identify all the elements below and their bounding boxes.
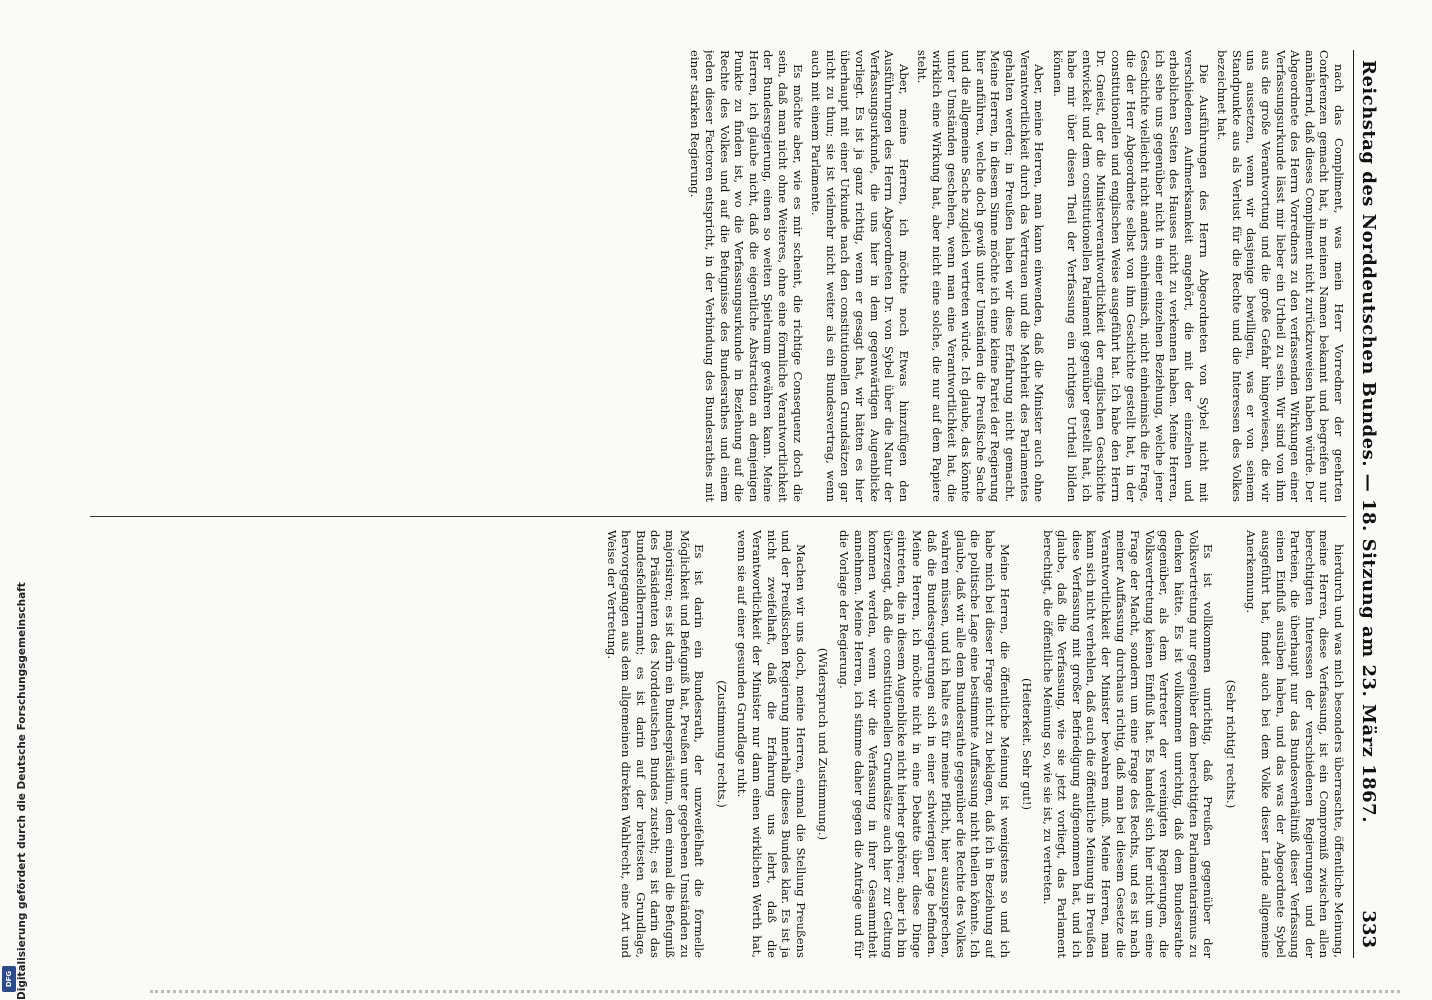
page-header [1353,50,1384,958]
paragraph: Es möchte aber, wie es mir scheint, die richtige Consequenz doch die sein, daß man nicht ohne Weiteres, ohne eine förmliche Verantwortlichkeit der Bundesregierung, einen so weiten Spielraum gewähren kann. Meine Herren, ich glaube nicht, daß die eigentliche Abstraction an demjenigen Punkte zu finden ist, wo die Verfassungsurkunde in Beziehung auf die Rechte des Volkes und auf die Befugnisse des Bundesrathes und einem jeden dieser Factoren entspricht, in der Verbindung des Bundesrathes mit einer starken Regierung. [688,50,805,502]
page-number: 333 [1358,910,1379,948]
paragraph: Aber, meine Herren, man kann einwenden, daß die Minister auch ohne Verantwortlichkeit durch das Vertrauen und die Mehrheit des Parlamentes gehalten werden; in Preußen haben wir diese Erfahrung nicht gemacht. Meine Herren, in diesem Sinne möchte ich eine kleine Partei der Regierung hier anführen, welche doch gewiß unter Umständen die Preußische Sache und die allgemeine Sache zugleich vertreten würde. Ich glaube, das könnte unter Umständen geschehen, wenn man eine Verantwortlichkeit hat, die wirklich eine Wirkung hat, aber nicht eine solche, die nur auf dem Papiere steht. [915,50,1047,502]
interjection: (Zustimmung rechts.) [714,680,729,808]
paragraph: Meine Herren, die öffentliche Meinung ist wenigstens so und ich habe mich bei dieser Frage nicht zu beklagen, daß ich in Beziehung auf die politische Lage eine bestimmte Auffassung nicht theilen könnte. Ich glaube, daß wir alle dem Bundesrathe gegenüber die Rechte des Volkes wahren müssen, und ich halte es für meine Pflicht, hier auszusprechen, daß die Bundesregierungen sich in einer schwierigen Lage befinden. Meine Herren, ich möchte nicht in eine Debatte über diese Dinge eintreten, die in diesem Augenblicke nicht hierher gehören; aber ich bin überzeugt, daß die constitutionellen Grundsätze auch hier zur Geltung kommen werden, wenn wir die Verfassung in ihrer Gesammtheit annehmen. Meine Herren, ich stimme daher gegen die Anträge und für die Vorlage der Regierung. [837,530,1012,958]
interjection: (Sehr richtig! rechts.) [1223,679,1238,809]
digitization-sidebar [0,0,28,1000]
paragraph: Die Ausführungen des Herrn Abgeordneten von Sybel nicht mit verschiedenen Aufmerksamkeit angehört, die mit der einzelnen und erheblichen Seiten des Hauses nicht zu verkennen haben. Meine Herren, ich sehe uns gegenüber nicht in einer einzelnen Beziehung, welche jener Geschichte vielleicht nicht anders einheimisch, nicht einheimisch die Frage, die der Herr Abgeordnete selbst von ihm Geschichte gestellt hat, in der constitutionellen und englischen Weise ausgeführt hat. Ich habe den Herrn Dr. Gneist, der die Ministerverantwortlichkeit der englischen Geschichte entwickelt und dem constitutionellen Parlament gegenüber gestellt hat, ich habe mir über diesen Theil der Verfassung ein richtiges Urtheil bilden können. [1050,50,1211,502]
column-divider [90,516,1346,517]
dfg-logo-text: DFG [5,970,13,988]
paragraph: Machen wir uns doch, meine Herren, einmal die Stellung Preußens und der Preußischen Regierung innerhalb dieses Bundes klar. Es ist ja nicht zweifelhaft, daß die Erfahrung uns lehrt, daß die Verantwortlichkeit der Minister nur dann einen wirklichen Werth hat, wenn sie auf einer gesunden Grundlage ruht. [735,530,808,958]
text-columns [90,50,1346,958]
running-title: Reichstag des Norddeutschen Bundes. — 18. Sitzung am 23. März 1867. [1358,60,1379,823]
paragraph: Aber, meine Herren, ich möchte noch Etwas hinzufügen den Ausführungen des Herrn Abgeordneten Dr. von Sybel über die Natur der Verfassungsurkunde, die uns hier in dem gegenwärtigen Augenblicke vorliegt. Es ist ja ganz richtig, wenn er gesagt hat, wir hätten es hier überhaupt mit einer Urkunde nach den constitutionellen Grundsätzen gar nicht zu thun; sie ist vielmehr nicht weiter als ein Bundesvertrag, wenn auch mit einem Parlamente. [809,50,911,502]
paragraph: nach das Compliment, was mein Herr Vorredner der geehrten Conferenzen gemacht hat, in meinen Namen bekannt und begreifen nur annähernd, daß dieses Compliment nicht zurückzuweisen haben würde. Der Abgeordnete des Herrn Vorredners zu den verfassenden Wirkungen einer Verfassungsurkunde lässt mir lieber ein Urtheil zu sein. Wir sind von ihm aus die große Verantwortung und die große Gefahr hingewiesen, die wir uns aussetzen, wenn wir dasjenige bewilligen, was er von seinem Standpunkte aus als Verlust für die Rechte und die Interessen des Volkes bezeichnet hat. [1215,50,1346,502]
paragraph: hierdurch und was mich besonders überraschte, öffentliche Meinung, meine Herren, diese Verfassung, ist ein Compromiß zwischen allen berechtigten Interessen der verschiedenen Regierungen und der Parteien, die überhaupt nur das Bundesverhältniß dieser Verfassung einen Einfluß ausüben haben, und das was der Abgeordnete Sybel ausgeführt hat, findet auch bei dem Volke dieser Lande allgemeine Anerkennung. [1244,530,1346,958]
paragraph: Es ist vollkommen unrichtig, daß Preußen gegenüber der Volksvertretung nur gegenüber dem berechtigten Parlamentarismus zu denken hätte. Es ist vollkommen unrichtig, daß dem Bundesrathe gegenüber, als dem Vertreter der vereinigten Regierungen, die Volksvertretung keinen Einfluß hat. Es handelt sich hier nicht um eine Frage der Macht, sondern um eine Frage des Rechts, und es ist nach meiner Auffassung durchaus richtig, daß man bei diesem Gesetze die Verantwortlichkeit der Minister bewahren muß. Meine Herren, man kann sich nicht verhehlen, daß auch die öffentliche Meinung in Preußen diese Verfassung mit großer Befriedigung aufgenommen hat, und ich glaube, daß die Verfassung, wie sie jetzt vorliegt, das Parlament berechtigt, die öffentliche Meinung so, wie sie ist, zu vertreten. [1040,530,1216,958]
document-page [50,10,1410,990]
paragraph: Es ist darin ein Bundesrath, der unzweifelhaft die formelle Möglichkeit und Befugniß hat, Preußen unter gegebenen Umständen zu majorisiren; es ist darin ein Bundespräsidium, dem einmal die Befugniß des Präsidenten des Norddeutschen Bundes zusteht; es ist darin das Bundesfeldherrnamt; es ist darin auf der breitesten Grundlage, hervorgegangen aus dem allgemeinen direkten Wahlrecht, eine Art und Weise der Vertretung. [604,530,707,958]
dfg-logo-icon [2,966,16,992]
right-column [90,530,1346,958]
left-column [90,50,1346,502]
interjection: (Widerspruch und Zustimmung.) [816,647,831,841]
dfg-credit-text: Digitalisierung gefördert durch die Deutsche Forschungsgemeinschaft [16,582,28,1000]
interjection: (Heiterkeit. Sehr gut!) [1020,677,1035,811]
page-edge-artifacts [150,990,1400,999]
